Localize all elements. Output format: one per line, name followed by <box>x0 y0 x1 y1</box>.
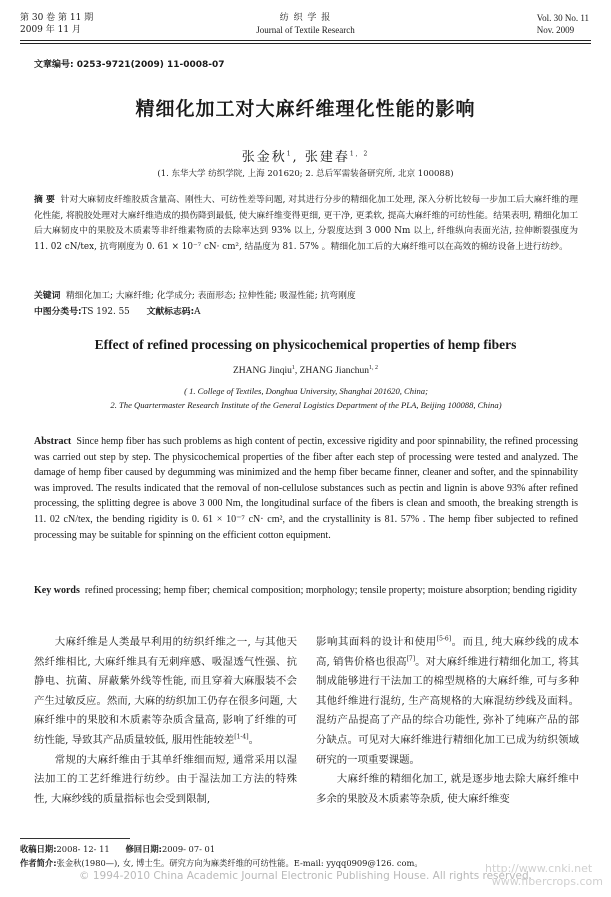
footnote-author <box>20 856 423 870</box>
header-rule <box>20 40 591 44</box>
author-bio-label: 作者简介: <box>20 858 57 868</box>
body-text: 影响其面料的设计和使用 <box>316 636 437 648</box>
body-column-left <box>34 633 297 809</box>
clc-label: 中图分类号: <box>34 307 82 317</box>
abstract-en <box>34 434 578 543</box>
abstract-cn <box>34 193 578 255</box>
citation: [5-6] <box>436 635 452 643</box>
affiliation-en-line: ( 1. College of Textiles, Donghua University, Shanghai 201620, China; <box>184 386 428 396</box>
footnote-dates <box>20 842 215 856</box>
citation: [1-4] <box>234 733 249 741</box>
affiliation-mark: 1, 2 <box>349 150 370 158</box>
authors-en <box>0 366 611 376</box>
author-separator: , <box>294 366 300 376</box>
revised-label: 修回日期: <box>125 844 162 854</box>
affiliation-cn: (1. 东华大学 纺织学院, 上海 201620; 2. 总后军需装备研究所, 北京 100088) <box>157 169 454 179</box>
received-label: 收稿日期: <box>20 844 57 854</box>
affiliation-mark: 1 <box>291 364 295 371</box>
footnote-rule <box>20 838 130 839</box>
volume-issue-en: Vol. 30 No. 11 <box>536 13 589 23</box>
affiliation-mark: 1 <box>286 150 293 158</box>
doc-code-label: 文献标志码: <box>146 307 195 317</box>
body-paragraph <box>34 633 297 751</box>
affiliation-en-line: 2. The Quartermaster Research Institute of the General Logistics Department of the PLA, Beijing 100088, China) <box>110 400 502 410</box>
publication-date: 2009 年 11 月 <box>20 25 81 35</box>
keywords-en <box>34 583 578 599</box>
citation: [7] <box>406 655 416 663</box>
paper-title-cn: 精细化加工对大麻纤维理化性能的影响 <box>135 98 476 120</box>
body-text: 。 <box>248 733 259 746</box>
body-paragraph: 常规的大麻纤维由于其单纤维细而短, 通常采用以湿法加工的工艺纤维进行纺纱。由于湿法加工方法的特殊性, 大麻纱线的质量指标也会受到限制, <box>34 753 297 805</box>
keywords-text-cn: 精细化加工; 大麻纤维; 化学成分; 表面形态; 拉伸性能; 吸湿性能; 抗弯刚度 <box>66 291 356 301</box>
received-date: 2008- 12- 11 <box>56 844 110 854</box>
keywords-text-en: refined processing; hemp fiber; chemical composition; morphology; tensile property; moisture absorption; bending rigidity <box>84 585 577 596</box>
doc-code-value: A <box>194 307 201 317</box>
author-name: ZHANG Jianchun <box>299 366 369 376</box>
authors-cn <box>0 146 611 165</box>
running-header-right <box>537 12 589 36</box>
abstract-text-en: Since hemp fiber has such problems as high content of pectin, excessive rigidity and poor spinnability, the refined processing was carried out step by step. The physicochemical properties of the fiber after each step of processing were tested and analyzed. The damage of hemp fiber caused by degumming was minimized and the hemp fiber became finner, cleaner and softer, and the spinnability was improved. The results indicated that the removal of non-cellulose substances such as pectin and lignin is above 93% after refined processing, the splitting degree is above 3 000 Nm, the longitudinal surface of the fibers is clean and smooth, the breaking strength is 11. 02 cN/tex, the bending rigidity is 0. 61 × 10⁻⁷ cN· cm², and the crystallinity is 81. 57% . The hemp fiber subjected to refined processing may be suitable for spinning on the efficient cotton equipment. <box>34 436 578 541</box>
publication-date-en: Nov. 2009 <box>536 25 575 35</box>
author-bio-text: 张金秋(1980—), 女, 博士生。研究方向为麻类纤维的可纺性能。E-mail: yyqq0909@126. com。 <box>56 858 423 868</box>
author-name: ZHANG Jinqiu <box>233 366 292 376</box>
body-column-right <box>316 633 579 809</box>
affiliation-mark: 1, 2 <box>369 364 378 371</box>
body-text: 大麻纤维是人类最早利用的纺织纤维之一, 与其他天然纤维相比, 大麻纤维具有无刺痒感、吸湿透气性强、抗静电、抗菌、屏蔽紫外线等性能, 而且穿着大麻服装不会产生过敏反应。然而, 大麻的纺织加工仍存在很多问题, 大麻纤维中的果胶和木质素等杂质含量高, 影响了纤维的可纺性能, 导致其产品质量较低, 服用性能较差 <box>34 636 297 746</box>
body-paragraph <box>316 633 579 770</box>
keywords-cn <box>34 289 578 305</box>
watermark-fibercrops: www.fibercrops.com <box>491 875 603 888</box>
author-separator: , <box>292 150 305 165</box>
abstract-text-cn: 针对大麻韧皮纤维胶质含量高、刚性大、可纺性差等问题, 对其进行分步的精细化加工处理, 深入分析比较每一步加工后大麻纤维的理化性能, 将脱胶处理对大麻纤维造成的损伤降到最低, 使大麻纤维变得更细, 更干净, 更柔软, 提高大麻纤维的可纺性能。结果表明, 精细化加工后大麻韧皮中的果胶及木质素等非纤维素物质的去除率达到 93% 以上, 分裂度达到 3 000 Nm 以上, 纤维纵向表面光洁, 拉伸断裂强度为 11. 02 cN/tex, 抗弯刚度为 0. 61 × 10⁻⁷ cN· cm², 结晶度为 81. 57% 。精细化加工后的大麻纤维可以在高效的棉纺设备上进行纺纱。 <box>34 195 578 252</box>
journal-name-cn: 纺 织 学 报 <box>279 13 332 23</box>
abstract-label-cn: 摘 要 <box>34 195 55 205</box>
clc-value: TS 192. 55 <box>81 307 130 317</box>
revised-date: 2009- 07- 01 <box>161 844 216 854</box>
watermark-cnki: http://www.cnki.net <box>485 862 593 875</box>
affiliation-en <box>34 384 578 412</box>
body-text: 。而且, 纯大麻纱线的成本高, 销售价格也很高 <box>316 636 579 668</box>
abstract-label-en: Abstract <box>34 436 72 447</box>
body-text: 。对大麻纤维进行精细化加工, 将其制成能够进行干法加工的棉型规格的大麻纤维, 可与多种其他纤维进行混纺, 生产高规格的大麻混纺纱线及面料。混纺产品提高了产品的综合功能性, 弥补了纯麻产品的部分缺点。可见对大麻纤维进行精细化加工已成为纺织领域研究的一项重要课题。 <box>316 655 579 766</box>
body-paragraph: 大麻纤维的精细化加工, 就是逐步地去除大麻纤维中多余的果胶及木质素等杂质, 使大麻纤维变 <box>316 773 579 805</box>
volume-issue: 第 30 卷 第 11 期 <box>20 13 94 23</box>
copyright-notice: © 1994-2010 China Academic Journal Electronic Publishing House. All rights reserved. <box>79 870 532 882</box>
author-name: 张金秋 <box>241 150 287 165</box>
article-number: 文章编号: 0253-9721(2009) 11-0008-07 <box>34 60 225 70</box>
keywords-label-en: Key words <box>34 585 80 596</box>
running-header-journal <box>0 12 611 36</box>
paper-title-en: Effect of refined processing on physicochemical properties of hemp fibers <box>94 337 517 352</box>
author-name: 张建春 <box>304 150 350 165</box>
journal-name-en: Journal of Textile Research <box>256 25 355 35</box>
classification <box>34 305 578 321</box>
keywords-label-cn: 关键词 <box>34 291 61 301</box>
